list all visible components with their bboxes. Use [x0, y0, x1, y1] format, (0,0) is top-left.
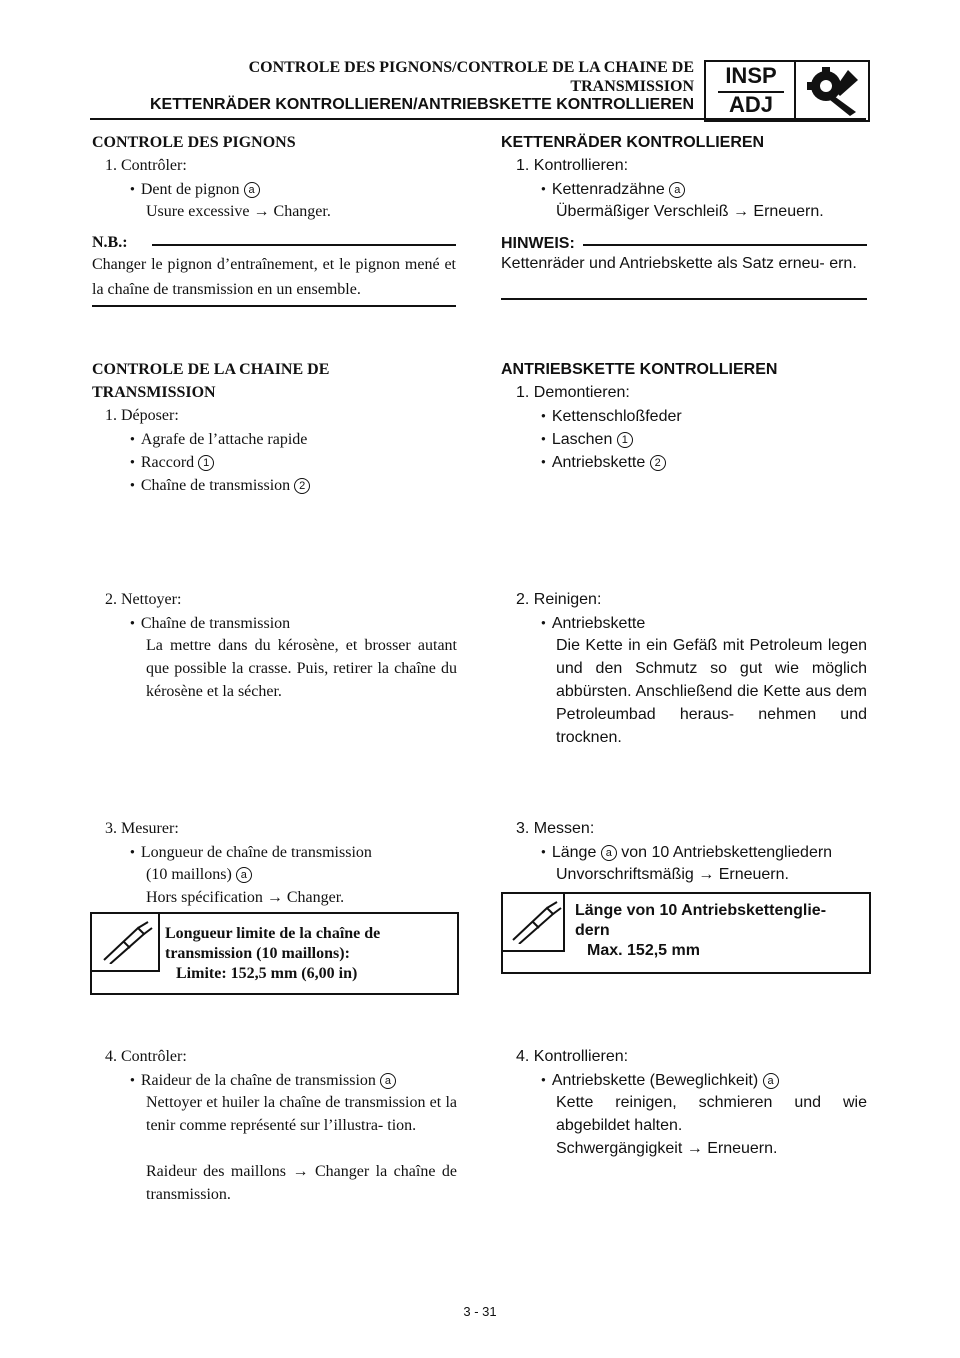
ref-a-icon: a — [763, 1073, 779, 1089]
fr-s2-item6-detail: Raideur des maillons → Changer la chaîne de transmission. — [146, 1163, 457, 1203]
caliper-icon — [509, 900, 563, 944]
de-note-rule-top — [583, 244, 867, 246]
de-s2-item6-detail: Schwergängigkeit → Erneuern. — [556, 1140, 778, 1157]
de-s2-step4: 4. Kontrollieren: — [516, 1048, 629, 1065]
fr-s2-step1: 1. Déposer: — [105, 407, 179, 424]
fr-note-text: Changer le pignon d’entraînement, et le pignon mené et la chaîne de transmission en un ensemble. — [92, 256, 456, 298]
de-s1-step: 1. Kontrollieren: — [516, 157, 629, 174]
wrench-and-gear-icon — [804, 66, 860, 116]
insp-adj-badge — [704, 60, 870, 122]
de-s2-item4-text: Die Kette in ein Gefäß mit Petroleum legen und den Schmutz so gut wie möglich abbürsten. Anschließend die Kette aus dem Petroleumbad heraus- nehmen und trocknen. — [556, 637, 867, 746]
ref-a-icon: a — [380, 1073, 396, 1089]
fr-note-label: N.B.: — [92, 234, 128, 251]
ref-2-icon: 2 — [294, 478, 310, 494]
de-s2-item5: ● Länge a von 10 Antriebskettengliedern — [541, 840, 832, 864]
header-de-line: KETTENRÄDER KONTROLLIEREN/ANTRIEBSKETTE KONTROLLIEREN — [150, 96, 694, 113]
de-s2-item4: ● Antriebskette — [541, 611, 645, 635]
fr-s2-item3: ● Chaîne de transmission 2 — [130, 473, 310, 497]
de-spec-line3: Max. 152,5 mm — [587, 942, 700, 959]
de-s2-item3: ● Antriebskette 2 — [541, 450, 666, 474]
de-s2-step1: 1. Demontieren: — [516, 384, 630, 401]
de-s2-item1: ● Kettenschloßfeder — [541, 404, 682, 428]
ref-1-icon: 1 — [617, 432, 633, 448]
de-s2-item2: ● Laschen 1 — [541, 427, 633, 451]
fr-spec-box — [90, 912, 459, 995]
de-s2-item6-text: Kette reinigen, schmieren und wie abgebildet halten. — [556, 1094, 867, 1134]
de-section2-title: ANTRIEBSKETTE KONTROLLIEREN — [501, 361, 778, 378]
de-s2-step3: 3. Messen: — [516, 820, 595, 837]
ref-a-icon: a — [601, 845, 617, 861]
fr-s1-detail: Usure excessive → Changer. — [146, 203, 331, 220]
fr-section2-title-1: CONTROLE DE LA CHAINE DE — [92, 361, 330, 378]
fr-s2-item5-detail: Hors spécification → Changer. — [146, 889, 345, 906]
badge-insp-label: INSP — [725, 63, 777, 88]
de-s2-item6: ● Antriebskette (Beweglichkeit) a — [541, 1068, 779, 1092]
fr-s2-step2: 2. Nettoyer: — [105, 591, 182, 608]
fr-s2-item6-text: Nettoyer et huiler la chaîne de transmission et la tenir comme représenté sur l’illustra- tion. — [146, 1094, 457, 1134]
fr-s2-item5-b: (10 maillons) a — [146, 863, 252, 886]
fr-spec-line1: Longueur limite de la chaîne de — [165, 925, 381, 942]
de-spec-box — [501, 892, 871, 974]
header-fr-line2: TRANSMISSION — [570, 78, 694, 95]
fr-s2-item4: ● Chaîne de transmission — [130, 611, 290, 635]
fr-s2-step3: 3. Mesurer: — [105, 820, 179, 837]
de-s1-item: ● Kettenradzähne a — [541, 177, 685, 201]
de-spec-line1: Länge von 10 Antriebskettenglie- — [575, 902, 827, 919]
fr-s2-item6: ● Raideur de la chaîne de transmission a — [130, 1068, 396, 1092]
ref-a-icon: a — [244, 182, 260, 198]
page-number: 3 - 31 — [463, 1304, 497, 1319]
de-section1-title: KETTENRÄDER KONTROLLIEREN — [501, 134, 765, 151]
fr-spec-divider — [158, 914, 160, 972]
de-spec-divider — [563, 894, 565, 952]
fr-section2-title-2: TRANSMISSION — [92, 384, 216, 401]
header-fr-line1: CONTROLE DES PIGNONS/CONTROLE DE LA CHAINE DE — [248, 59, 694, 76]
fr-spec-line3: Limite: 152,5 mm (6,00 in) — [176, 965, 358, 982]
badge-adj-label: ADJ — [728, 92, 773, 117]
fr-s1-step: 1. Contrôler: — [105, 157, 187, 174]
fr-note-rule-bottom — [92, 305, 456, 307]
de-note-rule-bottom — [501, 298, 867, 300]
fr-s2-item4-text: La mettre dans du kérosène, et brosser autant que possible la crasse. Puis, retirer la chaîne du kérosène et la sécher. — [146, 637, 457, 700]
de-s2-step2: 2. Reinigen: — [516, 591, 602, 608]
de-s1-detail: Übermäßiger Verschleiß → Erneuern. — [556, 203, 824, 220]
caliper-icon — [100, 920, 154, 964]
fr-s2-item5: ● Longueur de chaîne de transmission — [130, 840, 372, 864]
fr-s2-item1: ● Agrafe de l’attache rapide — [130, 427, 307, 451]
ref-1-icon: 1 — [198, 455, 214, 471]
fr-spec-line2: transmission (10 maillons): — [165, 945, 350, 962]
fr-spec-divider-h — [92, 970, 160, 972]
fr-section1-title: CONTROLE DES PIGNONS — [92, 134, 296, 151]
fr-s2-step4: 4. Contrôler: — [105, 1048, 187, 1065]
de-s2-item5-detail: Unvorschriftsmäßig → Erneuern. — [556, 866, 789, 883]
ref-a-icon: a — [236, 867, 252, 883]
fr-s1-item: ● Dent de pignon a — [130, 177, 260, 201]
ref-a-icon: a — [669, 182, 685, 198]
ref-2-icon: 2 — [650, 455, 666, 471]
badge-separator — [794, 62, 796, 120]
fr-s2-item2: ● Raccord 1 — [130, 450, 214, 474]
de-spec-divider-h — [503, 950, 565, 952]
de-note-text: Kettenräder und Antriebskette als Satz erneu- ern. — [501, 255, 857, 272]
de-spec-line2: dern — [575, 922, 610, 939]
fr-note-rule-top — [152, 244, 456, 246]
de-note-label: HINWEIS: — [501, 235, 575, 252]
